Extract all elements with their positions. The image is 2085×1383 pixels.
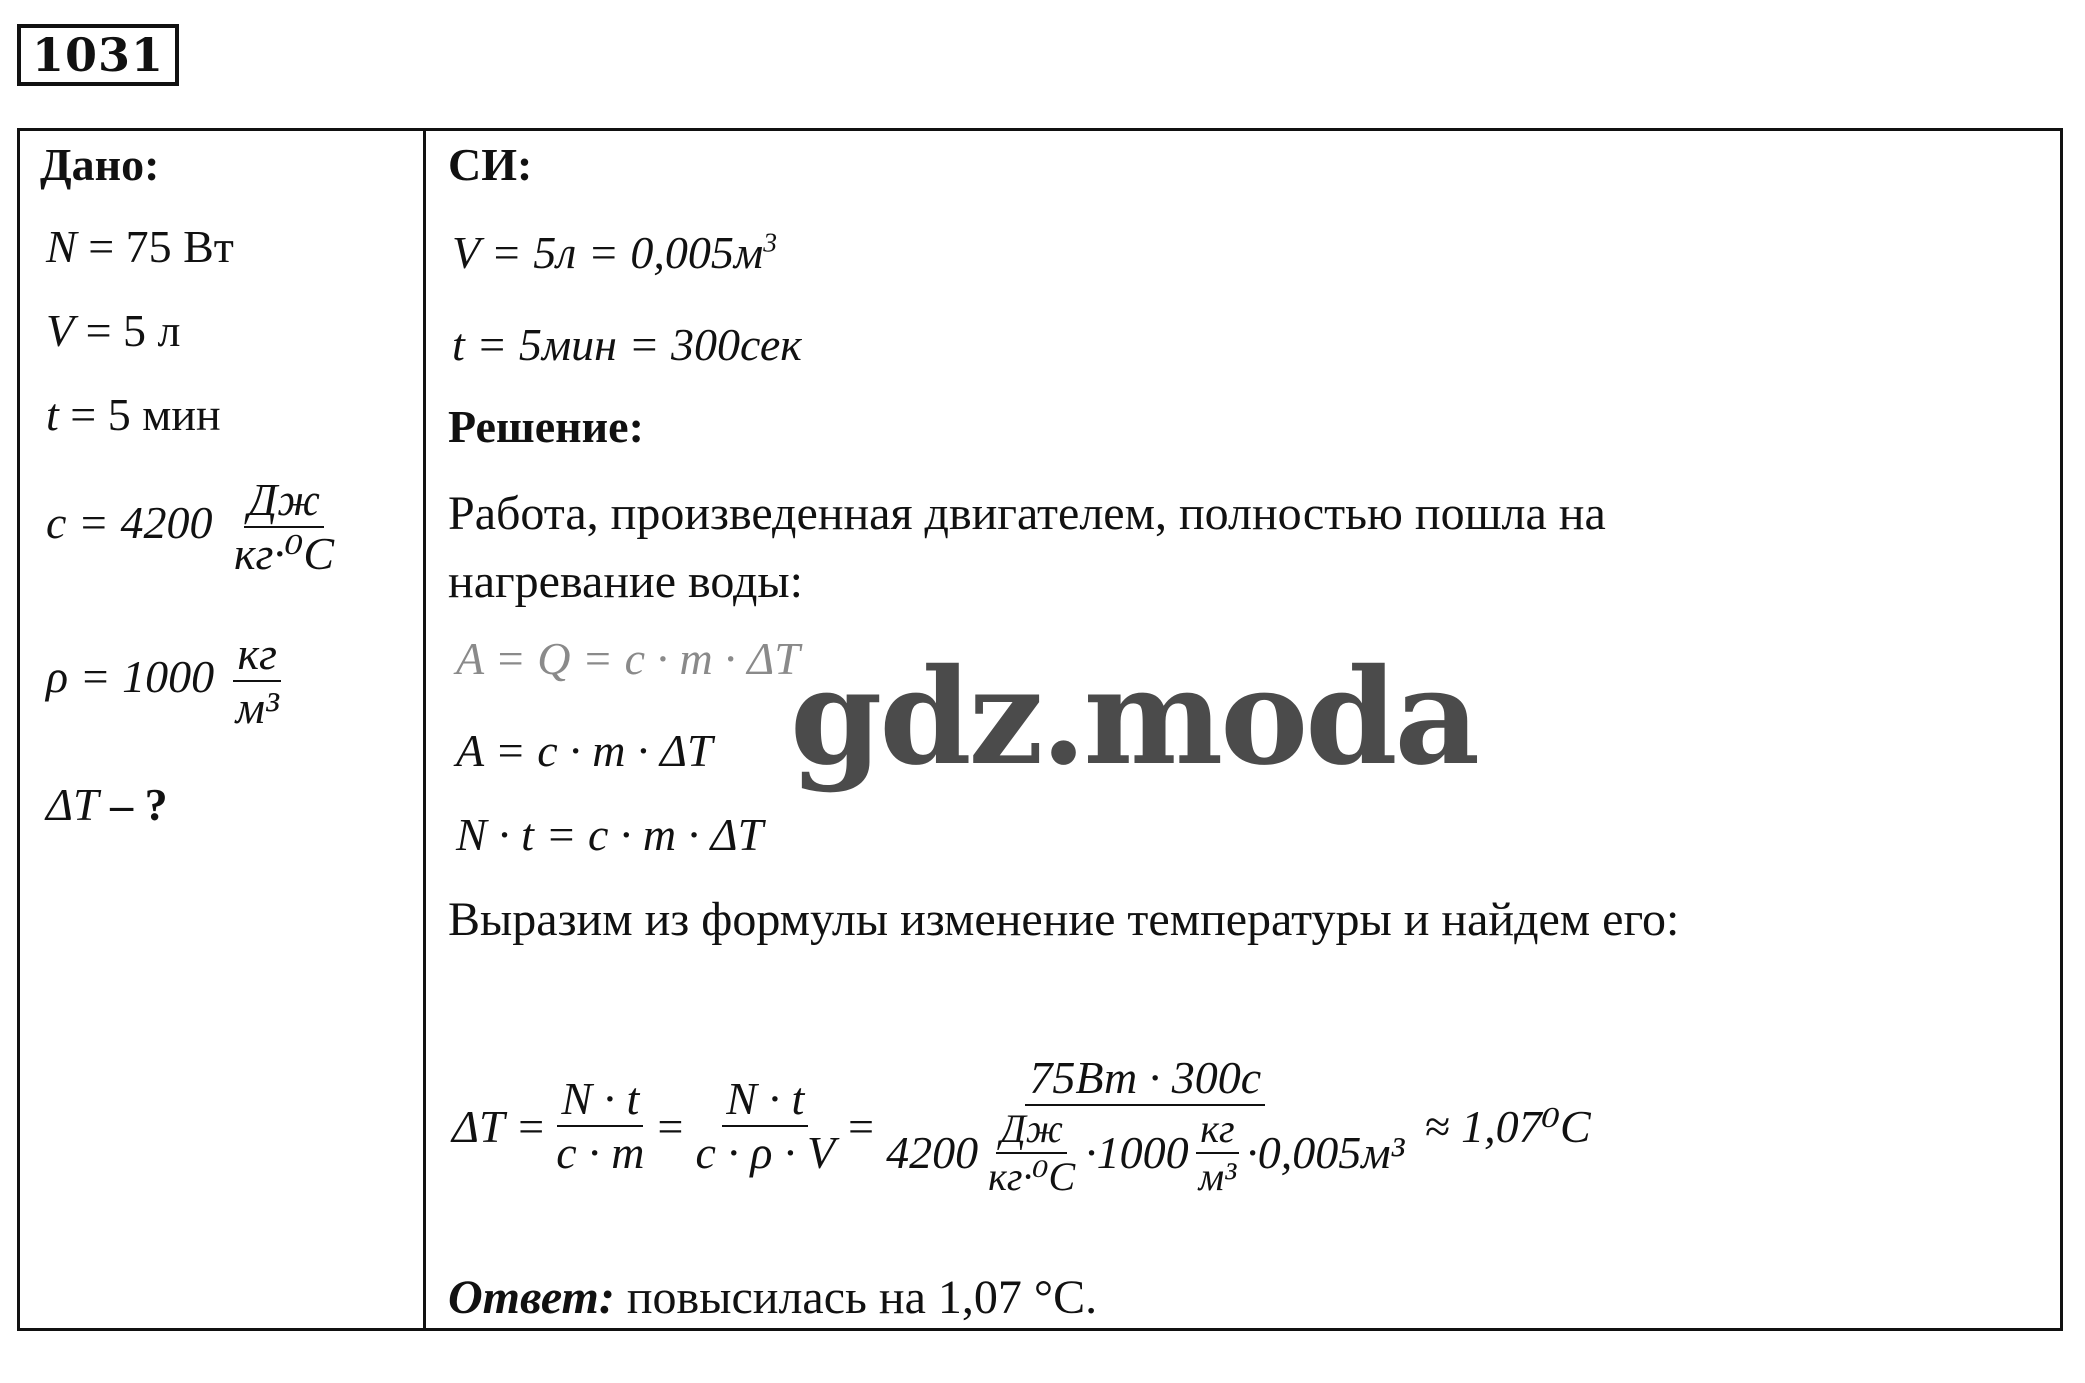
equation-2: A = c · m · ΔT <box>456 725 713 776</box>
solution-text-2: нагревание воды: <box>448 555 803 608</box>
si-time: t = 5мин = 300сек <box>452 319 802 370</box>
solution-text-3: Выразим из формулы изменение температуры и найдем его: <box>448 893 1680 946</box>
given-N: N = 75 Вт <box>46 221 234 272</box>
equation-3: N · t = c · m · ΔT <box>456 809 764 860</box>
given-heading: Дано: <box>40 139 160 190</box>
given-find: ΔT – ? <box>46 779 168 830</box>
given-c: c = 4200 $\frac{Дж}{\text{кг·⁰C}}$ <box>46 474 335 580</box>
given-rho: ρ = 1000 $\frac{кг}{\text{м³}}$ <box>46 630 289 733</box>
answer: Ответ: повысилась на 1,07 °С. <box>448 1271 1098 1324</box>
problem-number: 1031 <box>17 24 179 86</box>
column-divider <box>423 128 426 1331</box>
given-t: t = 5 мин <box>46 389 221 440</box>
si-heading: СИ: <box>448 139 533 190</box>
given-V: V = 5 л <box>46 305 181 356</box>
solution-heading: Решение: <box>448 401 644 452</box>
equation-1: A = Q = c · m · ΔT <box>456 633 800 684</box>
solution-text-1: Работа, произведенная двигателем, полностью пошла на <box>448 487 1606 540</box>
si-volume: $V = 5л = 0,005м^3$ <box>452 226 778 278</box>
watermark: gdz.moda <box>790 640 1478 795</box>
final-formula: ΔT = $\frac{N \cdot t}{c \cdot m}$ = $\frac{N \cdot t}{c \cdot \rho \cdot V}$ = 75Вт · 300с 4200 $\frac{Дж}{\text{кг·⁰C}}$ ·1000 $\frac{кг}{\text{м³}}$ ·0,005м³ ≈ 1,07⁰C <box>452 1052 1591 1200</box>
